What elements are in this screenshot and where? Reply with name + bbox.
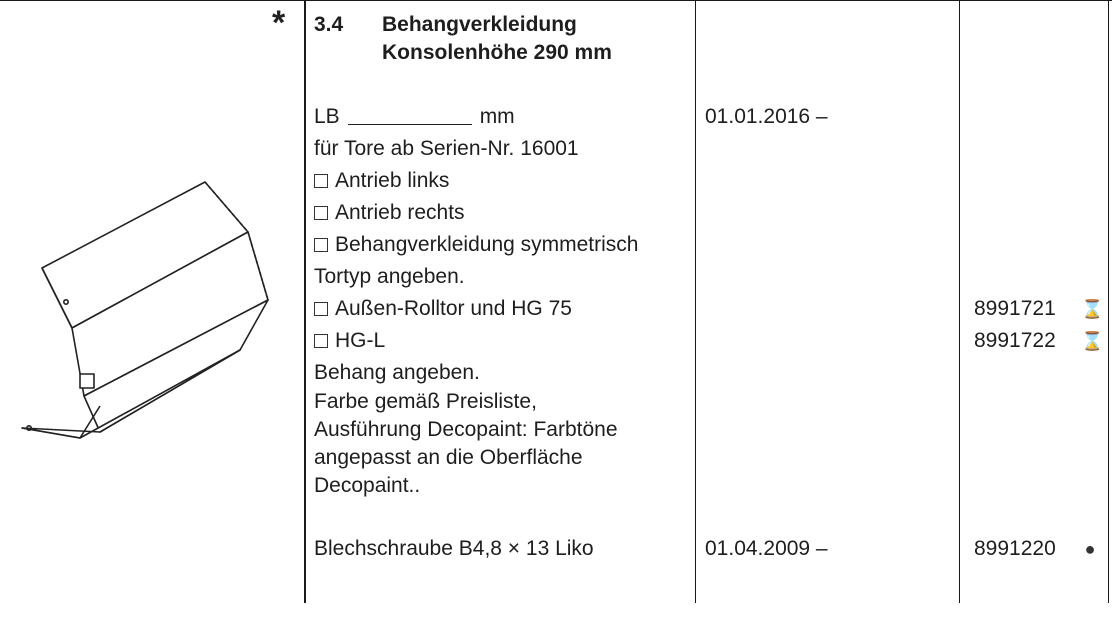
farbe-line-1: Farbe gemäß Preisliste, <box>314 390 537 413</box>
option-aussen-rolltor <box>314 293 572 325</box>
lb-unit: mm <box>479 105 515 128</box>
option-label: Behangverkleidung symmetrisch <box>335 233 639 256</box>
farbe-line-2: Ausführung Decopaint: Farbtöne <box>314 418 618 441</box>
option-label: Antrieb links <box>335 169 450 192</box>
article-number-aussen: 8991721 <box>974 297 1056 320</box>
farbe-line-4: Decopaint.. <box>314 474 421 497</box>
hourglass-icon: ⌛ <box>1081 299 1104 319</box>
lb-label: LB <box>314 105 340 128</box>
column-divider-3 <box>959 0 960 603</box>
cover-tab <box>80 374 94 388</box>
serial-note: für Tore ab Serien-Nr. 16001 <box>314 137 579 160</box>
option-antrieb-rechts <box>314 197 465 229</box>
column-divider-2 <box>695 0 696 603</box>
option-symmetrisch <box>314 229 638 261</box>
right-border <box>1108 0 1109 603</box>
option-antrieb-links <box>314 165 449 197</box>
column-divider-1 <box>304 0 306 603</box>
tortyp-note: Tortyp angeben. <box>314 265 465 288</box>
farbe-line-3: angepasst an die Oberfläche <box>314 446 583 469</box>
top-border <box>0 0 1112 1</box>
item-title-line2: Konsolenhöhe 290 mm <box>382 41 612 64</box>
screw-description: Blechschraube B4,8 × 13 Liko <box>314 537 594 560</box>
checkbox-antrieb-links[interactable] <box>314 174 328 188</box>
cover-drawing <box>22 182 268 438</box>
part-illustration <box>0 170 300 630</box>
item-title-line1: Behangverkleidung <box>382 13 577 36</box>
article-number-screw: 8991220 <box>974 537 1056 560</box>
option-label: HG-L <box>335 329 386 352</box>
option-hg-l <box>314 325 385 357</box>
bullet-icon: ● <box>1084 539 1096 559</box>
checkbox-antrieb-rechts[interactable] <box>314 206 328 220</box>
checkbox-hg-l[interactable] <box>314 334 328 348</box>
checkbox-aussen-rolltor[interactable] <box>314 302 328 316</box>
hourglass-icon: ⌛ <box>1081 331 1104 351</box>
article-number-hg-l: 8991722 <box>974 329 1056 352</box>
lb-blank-line[interactable] <box>348 104 472 125</box>
checkbox-symmetrisch[interactable] <box>314 238 328 252</box>
screw-valid-from-date: 01.04.2009 – <box>705 537 828 560</box>
lb-field <box>314 101 515 133</box>
behang-note: Behang angeben. <box>314 361 480 384</box>
option-label: Antrieb rechts <box>335 201 465 224</box>
option-label: Außen-Rolltor und HG 75 <box>335 297 572 320</box>
item-number: 3.4 <box>314 13 344 36</box>
change-marker: * <box>272 4 286 42</box>
valid-from-date: 01.01.2016 – <box>705 105 828 128</box>
